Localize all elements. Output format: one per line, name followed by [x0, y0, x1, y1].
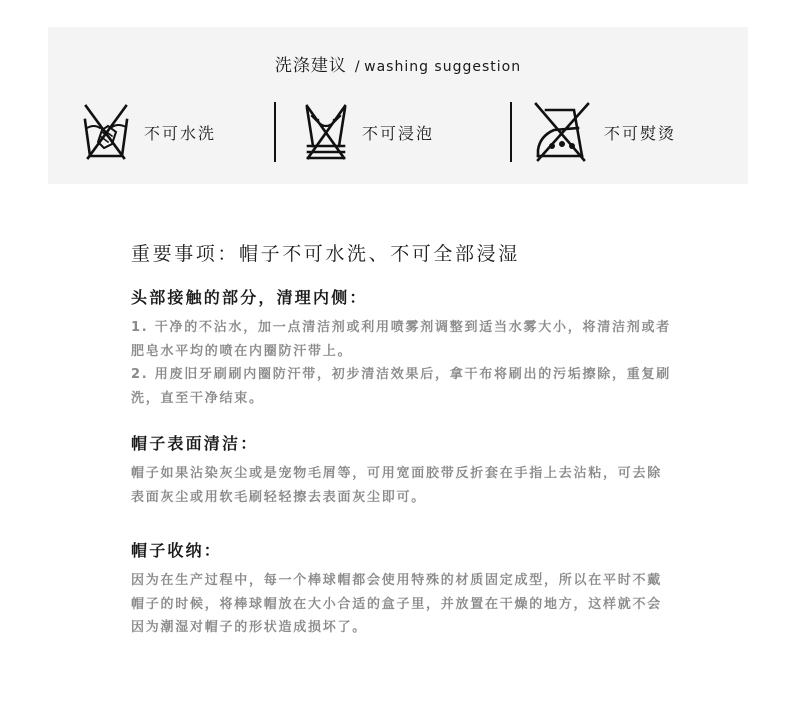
- panel-title-en: washing suggestion: [364, 59, 522, 75]
- section-heading: 帽子收纳：: [131, 541, 223, 560]
- section-inner-cleaning: [131, 286, 671, 410]
- section-heading: 头部接触的部分，清理内侧：: [131, 288, 368, 307]
- panel-title: [48, 51, 748, 76]
- no-iron-icon: [534, 102, 590, 162]
- care-item-no-iron: [534, 101, 676, 163]
- no-soak-icon: [304, 102, 348, 162]
- panel-title-separator: /: [354, 59, 361, 75]
- section-heading: 帽子表面清洁：: [131, 434, 259, 453]
- section-paragraph: 2. 用废旧牙刷刷内圈防汗带，初步清洁效果后，拿干布将刷出的污垢擦除，重复刷洗，直至干净结束。: [131, 367, 672, 406]
- section-paragraph: 1. 干净的不沾水，加一点清洁剂或利用喷雾剂调整到适当水雾大小，将清洁剂或者肥皂水平均的喷在内圈防汗带上。: [131, 320, 672, 359]
- section-surface-cleaning: [131, 432, 671, 509]
- no-wash-icon: [82, 102, 130, 162]
- panel-title-cn: 洗涤建议: [274, 56, 347, 76]
- care-label-no-soak: 不可浸泡: [362, 123, 435, 143]
- section-paragraph: 帽子如果沾染灰尘或是宠物毛屑等，可用宽面胶带反折套在手指上去沾粘，可去除表面灰尘或用软毛刷轻轻擦去表面灰尘即可。: [131, 466, 663, 505]
- care-item-no-soak: [304, 101, 434, 163]
- section-paragraph: 因为在生产过程中，每一个棒球帽都会使用特殊的材质固定成型，所以在平时不戴帽子的时候，将棒球帽放在大小合适的盒子里，并放置在干燥的地方，这样就不会因为潮湿对帽子的形状造成损坏了。: [131, 573, 663, 635]
- care-label-no-wash: 不可水洗: [144, 123, 217, 143]
- section-storage: [131, 539, 671, 640]
- main-heading: 重要事项：帽子不可水洗、不可全部浸湿: [131, 243, 520, 265]
- divider: [274, 102, 276, 162]
- care-instructions: [131, 240, 672, 635]
- divider: [510, 102, 512, 162]
- care-item-no-wash: [82, 101, 216, 163]
- care-label-no-iron: 不可熨烫: [604, 123, 677, 143]
- washing-suggestion-panel: [48, 27, 748, 184]
